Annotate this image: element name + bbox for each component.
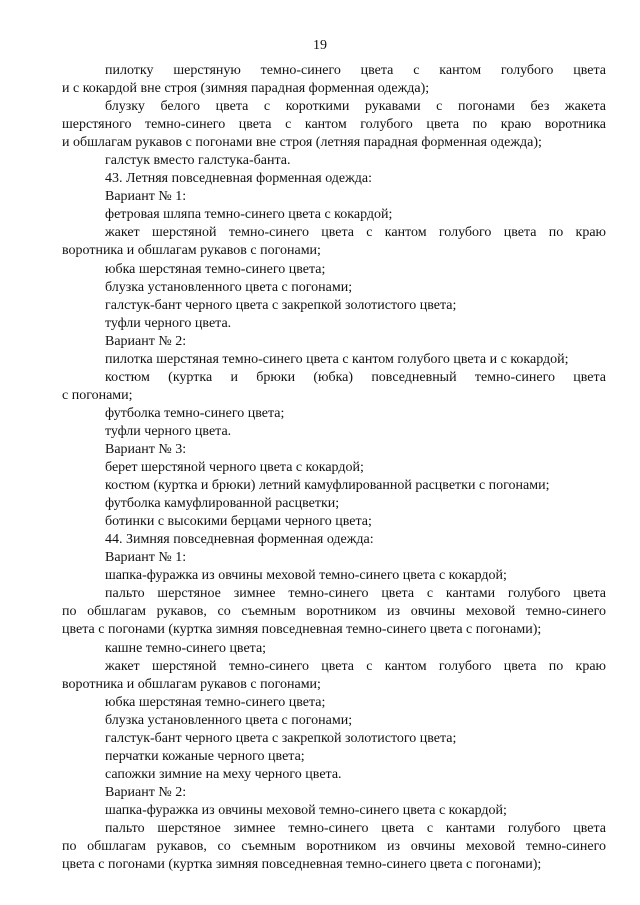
text-line: пилотка шерстяная темно-синего цвета с кантом голубого цвета и с кокардой; <box>105 351 569 367</box>
text-line: Вариант № 2: <box>105 784 187 800</box>
text-line: перчатки кожаные черного цвета; <box>105 748 305 764</box>
text-line: фетровая шляпа темно-синего цвета с кокардой; <box>105 207 393 223</box>
text-line: ботинки с высокими берцами черного цвета; <box>105 514 372 530</box>
text-line: жакет шерстяной темно-синего цвета с кантом голубого цвета по краю <box>105 225 606 241</box>
text-line: блузка установленного цвета с погонами; <box>105 712 353 728</box>
text-line: костюм (куртка и брюки (юбка) повседневный темно-синего цвета <box>105 369 606 385</box>
text-line: пилотку шерстяную темно-синего цвета с кантом голубого цвета <box>105 63 606 78</box>
text-line: туфли черного цвета. <box>105 315 232 331</box>
text-line: Вариант № 1: <box>105 189 187 205</box>
text-line: Вариант № 2: <box>105 333 187 349</box>
text-line: пальто шерстяное зимнее темно-синего цвета с кантами голубого цвета <box>105 820 606 836</box>
text-line: футболка темно-синего цвета; <box>105 405 285 421</box>
text-line: кашне темно-синего цвета; <box>105 640 267 656</box>
text-line: воротника и обшлагам рукавов с погонами; <box>62 243 321 259</box>
text-line: блузку белого цвета с короткими рукавами с погонами без жакета <box>105 99 606 115</box>
text-line: Вариант № 3: <box>105 441 187 457</box>
text-line: шапка-фуражка из овчины меховой темно-синего цвета с кокардой; <box>105 568 507 584</box>
text-line: и с кокардой вне строя (зимняя парадная форменная одежда); <box>62 81 430 97</box>
text-line: цвета с погонами (куртка зимняя повседневная темно-синего цвета с погонами); <box>62 622 542 638</box>
text-line: воротника и обшлагам рукавов с погонами; <box>62 676 321 692</box>
text-line: берет шерстяной черного цвета с кокардой; <box>105 460 364 476</box>
text-line: шерстяного темно-синего цвета с кантом голубого цвета по краю воротника <box>62 117 606 133</box>
text-line: шапка-фуражка из овчины меховой темно-синего цвета с кокардой; <box>105 802 507 818</box>
text-line: галстук-бант черного цвета с закрепкой золотистого цвета; <box>105 730 457 746</box>
text-line: юбка шерстяная темно-синего цвета; <box>105 261 326 277</box>
page-number: 19 <box>313 38 327 53</box>
text-line: туфли черного цвета. <box>105 423 232 439</box>
text-line: галстук вместо галстука-банта. <box>105 153 291 169</box>
text-line: пальто шерстяное зимнее темно-синего цвета с кантами голубого цвета <box>105 586 606 602</box>
text-line: с погонами; <box>62 387 133 403</box>
text-line: жакет шерстяной темно-синего цвета с кантом голубого цвета по краю <box>105 658 606 674</box>
text-line: футболка камуфлированной расцветки; <box>105 496 340 512</box>
text-line: 43. Летняя повседневная форменная одежда: <box>105 171 373 187</box>
text-line: по обшлагам рукавов, со съемным воротником из овчины меховой темно-синего <box>62 839 606 855</box>
text-line: и обшлагам рукавов с погонами вне строя (летняя парадная форменная одежда); <box>62 135 542 151</box>
document-body <box>62 62 606 874</box>
text-line: сапожки зимние на меху черного цвета. <box>105 766 342 782</box>
text-line: юбка шерстяная темно-синего цвета; <box>105 694 326 710</box>
text-line: блузка установленного цвета с погонами; <box>105 279 353 295</box>
text-line: костюм (куртка и брюки) летний камуфлированной расцветки с погонами; <box>105 478 550 494</box>
text-line: Вариант № 1: <box>105 550 187 566</box>
text-line: по обшлагам рукавов, со съемным воротником из овчины меховой темно-синего <box>62 604 606 620</box>
text-line: 44. Зимняя повседневная форменная одежда: <box>105 532 374 548</box>
text-line: галстук-бант черного цвета с закрепкой золотистого цвета; <box>105 297 457 313</box>
text-line: цвета с погонами (куртка зимняя повседневная темно-синего цвета с погонами); <box>62 857 542 873</box>
